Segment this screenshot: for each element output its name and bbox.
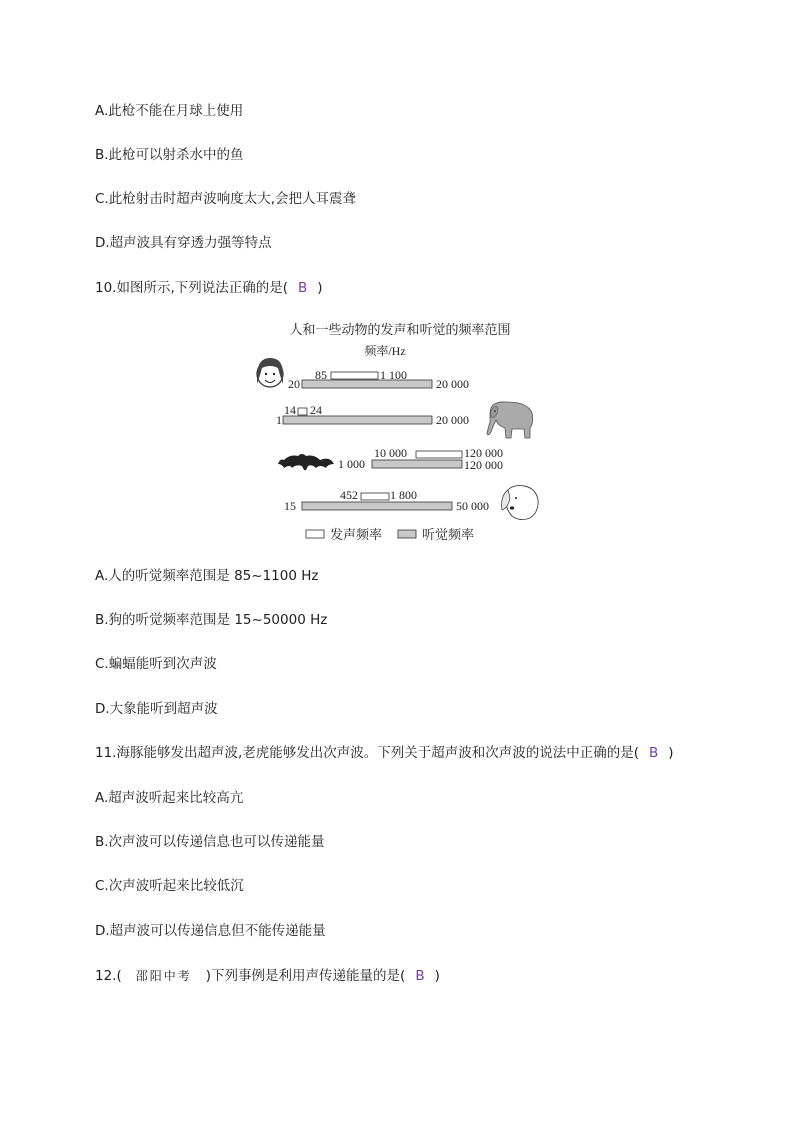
q12-number: 12.( (95, 968, 122, 984)
q10-option-b: B.狗的听觉频率范围是 15~50000 Hz (95, 612, 328, 628)
q10-stem (95, 279, 323, 297)
elephant-emit-max: 24 (310, 403, 322, 417)
q12-answer: B (415, 968, 425, 984)
q11-option-b: B.次声波可以传递信息也可以传递能量 (95, 834, 325, 850)
elephant-hear-min: 1 (276, 413, 282, 427)
q10-option-d: D.大象能听到超声波 (95, 701, 218, 717)
elephant-hear-bar (283, 416, 432, 424)
q11-option-a: A.超声波听起来比较高亢 (95, 790, 244, 806)
q10-option-c: C.蝙蝠能听到次声波 (95, 656, 217, 672)
human-emit-bar (331, 372, 378, 379)
q11-option-d: D.超声波可以传递信息但不能传递能量 (95, 923, 326, 939)
bat-hear-min: 1 000 (338, 457, 365, 471)
human-hear-min: 20 (288, 377, 300, 391)
legend-emit-label: 发声频率 (330, 528, 383, 543)
dog-icon (502, 486, 538, 520)
elephant-emit-min: 14 (284, 403, 296, 417)
q12-stem-close: ) (434, 968, 440, 984)
bat-emit-max: 120 000 (464, 446, 503, 460)
q10-answer: B (298, 280, 308, 296)
elephant-emit-bar (298, 408, 307, 415)
human-face-icon (257, 358, 283, 387)
q11-stem (95, 744, 674, 762)
human-emit-min: 85 (315, 368, 327, 382)
q9-option-a: A.此枪不能在月球上使用 (95, 103, 244, 119)
figure-unit: 频率/Hz (364, 344, 406, 358)
q12-stem-text: )下列事例是利用声传递能量的是( (205, 968, 406, 984)
q9-option-b: B.此枪可以射杀水中的鱼 (95, 147, 244, 163)
bat-hear-max: 120 000 (464, 458, 503, 472)
q9-option-d: D.超声波具有穿透力强等特点 (95, 235, 272, 251)
q11-option-c: C.次声波听起来比较低沉 (95, 878, 244, 894)
bat-icon (278, 454, 334, 470)
human-hear-max: 20 000 (436, 377, 469, 391)
legend-hear-label: 听觉频率 (422, 528, 475, 543)
figure-title: 人和一些动物的发声和听觉的频率范围 (289, 323, 511, 338)
q12-source: 邵阳中考 (135, 969, 192, 983)
q10-stem-text: 10.如图所示,下列说法正确的是( (95, 280, 289, 296)
q10-option-a: A.人的听觉频率范围是 85~1100 Hz (95, 568, 319, 584)
legend-hear-swatch (398, 530, 416, 538)
bat-emit-bar (416, 451, 462, 458)
q12-stem (95, 967, 440, 985)
dog-emit-min: 452 (340, 488, 358, 502)
dog-emit-max: 1 800 (390, 488, 417, 502)
q11-answer: B (649, 745, 659, 761)
human-emit-max: 1 100 (380, 368, 407, 382)
bat-hear-bar (372, 460, 462, 468)
q9-option-c: C.此枪射击时超声波响度太大,会把人耳震聋 (95, 191, 357, 207)
dog-hear-max: 50 000 (456, 499, 489, 513)
bat-emit-min: 10 000 (374, 446, 407, 460)
dog-hear-min: 15 (284, 499, 296, 513)
q11-stem-text: 11.海豚能够发出超声波,老虎能够发出次声波。下列关于超声波和次声波的说法中正确的是( (95, 745, 640, 761)
elephant-icon (487, 402, 533, 438)
q10-stem-close: ) (317, 280, 323, 296)
frequency-range-figure (250, 318, 550, 550)
q11-stem-close: ) (668, 745, 674, 761)
dog-hear-bar (302, 502, 452, 510)
elephant-hear-max: 20 000 (436, 413, 469, 427)
legend-emit-swatch (306, 530, 324, 538)
dog-emit-bar (361, 493, 389, 500)
